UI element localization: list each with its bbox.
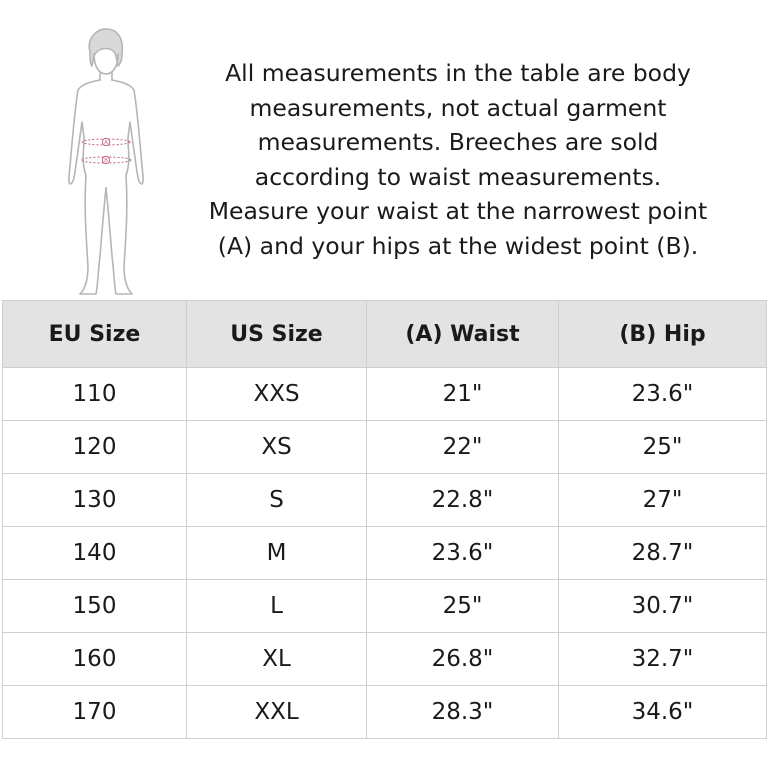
size-chart-table (2, 300, 767, 739)
cell-waist: 21" (367, 368, 559, 421)
table-row (3, 421, 767, 474)
header-us-size: US Size (187, 301, 367, 368)
cell-us-size: L (187, 580, 367, 633)
body-figure-illustration (56, 26, 152, 300)
table-row (3, 580, 767, 633)
cell-waist: 28.3" (367, 686, 559, 739)
hip-marker-label: B (104, 158, 108, 165)
cell-hip: 25" (559, 421, 767, 474)
waist-marker-label: A (104, 140, 108, 147)
cell-eu-size: 140 (3, 527, 187, 580)
cell-eu-size: 130 (3, 474, 187, 527)
cell-eu-size: 110 (3, 368, 187, 421)
measurement-instructions (168, 56, 748, 264)
cell-us-size: M (187, 527, 367, 580)
cell-hip: 28.7" (559, 527, 767, 580)
cell-waist: 23.6" (367, 527, 559, 580)
cell-hip: 23.6" (559, 368, 767, 421)
instruction-line: measurements. Breeches are sold (257, 128, 659, 157)
instruction-line: Measure your waist at the narrowest point (208, 197, 708, 226)
table-row (3, 474, 767, 527)
cell-us-size: XXL (187, 686, 367, 739)
cell-hip: 27" (559, 474, 767, 527)
cell-hip: 30.7" (559, 580, 767, 633)
table-row (3, 633, 767, 686)
cell-us-size: XXS (187, 368, 367, 421)
table-header-row (3, 301, 767, 368)
cell-waist: 26.8" (367, 633, 559, 686)
cell-hip: 34.6" (559, 686, 767, 739)
cell-us-size: XL (187, 633, 367, 686)
instruction-line: (A) and your hips at the widest point (B). (217, 231, 699, 260)
instruction-line: All measurements in the table are body (225, 59, 691, 87)
header-hip: (B) Hip (559, 301, 767, 368)
table-row (3, 686, 767, 739)
cell-eu-size: 170 (3, 686, 187, 739)
cell-waist: 22" (367, 421, 559, 474)
cell-eu-size: 120 (3, 421, 187, 474)
table-row (3, 368, 767, 421)
cell-waist: 22.8" (367, 474, 559, 527)
cell-waist: 25" (367, 580, 559, 633)
cell-us-size: XS (187, 421, 367, 474)
table-row (3, 527, 767, 580)
cell-eu-size: 150 (3, 580, 187, 633)
header-waist: (A) Waist (367, 301, 559, 368)
cell-eu-size: 160 (3, 633, 187, 686)
header-eu-size: EU Size (3, 301, 187, 368)
cell-us-size: S (187, 474, 367, 527)
body-outline-icon (56, 26, 152, 300)
instruction-line: according to waist measurements. (254, 162, 662, 191)
instruction-line: measurements, not actual garment (249, 93, 667, 122)
cell-hip: 32.7" (559, 633, 767, 686)
